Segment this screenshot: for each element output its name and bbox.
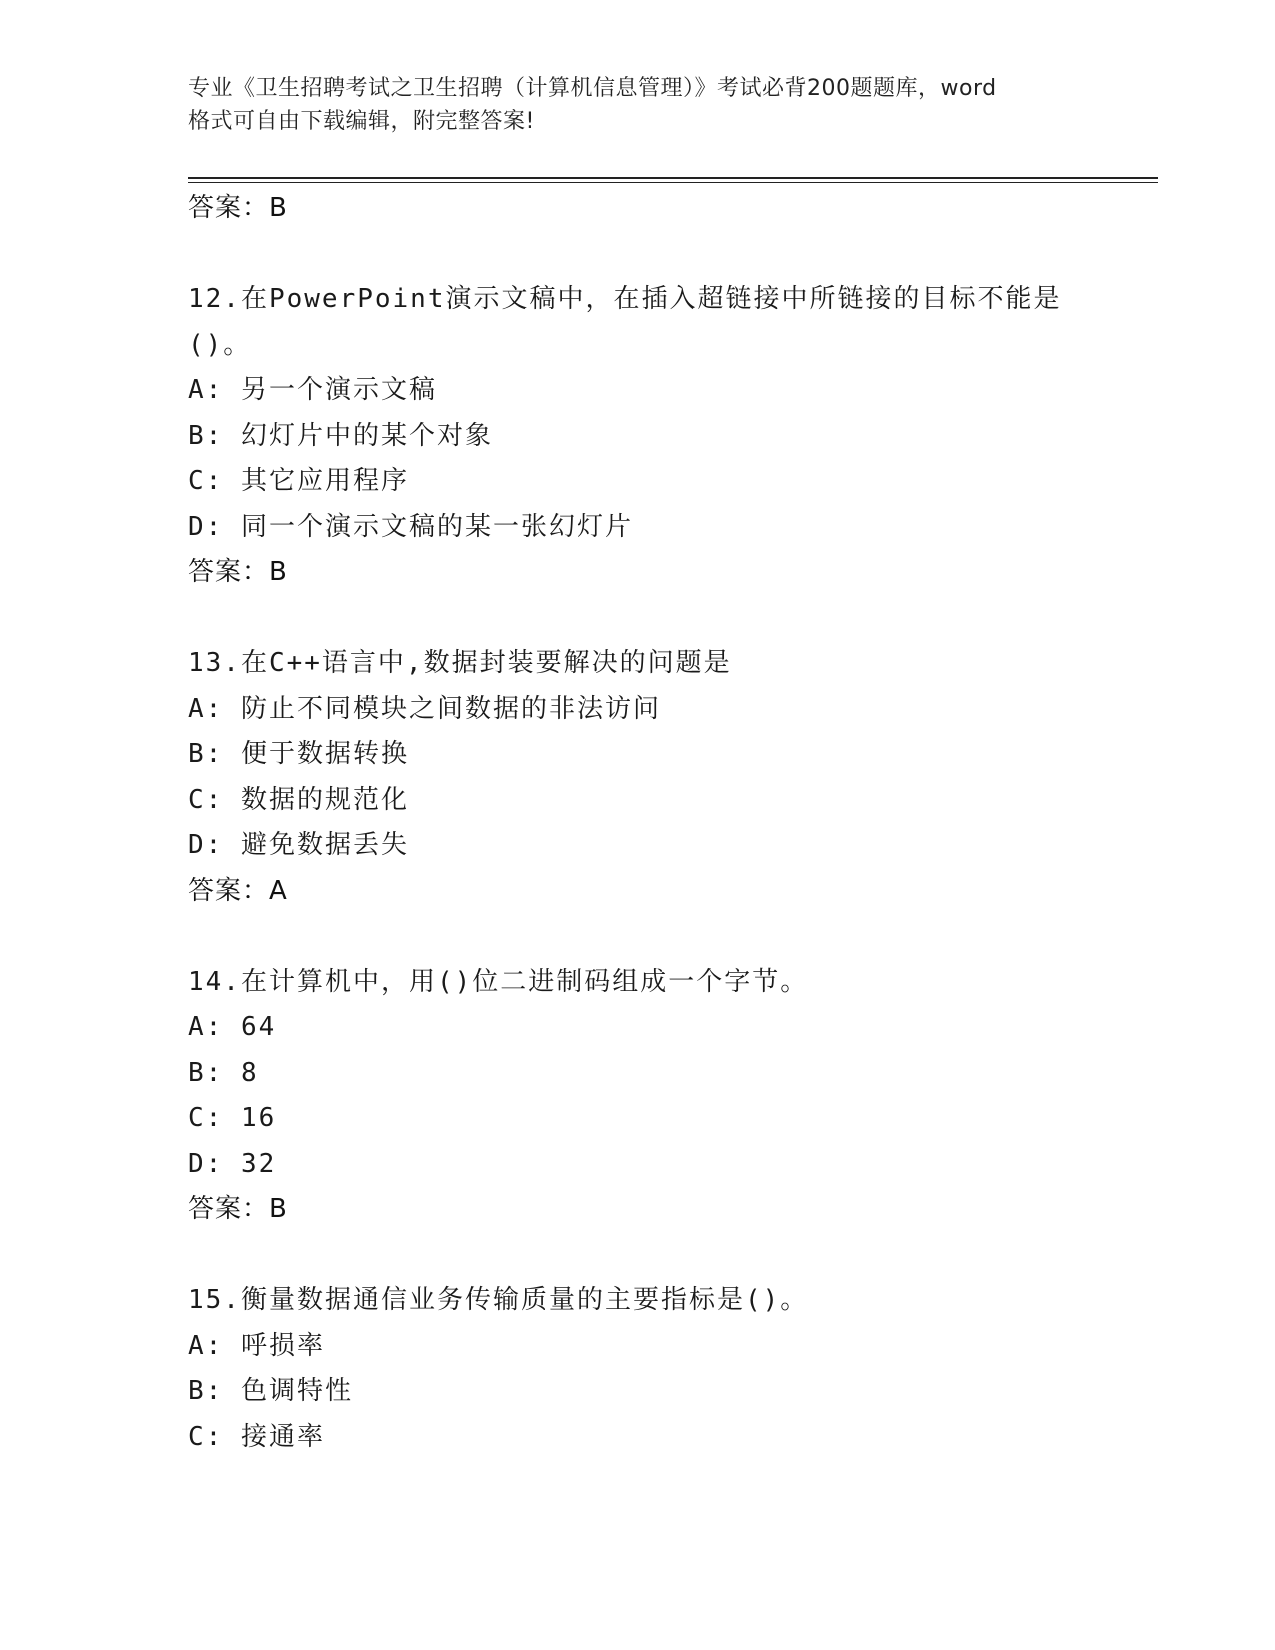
question-12-option-a: A: 另一个演示文稿	[188, 375, 437, 405]
header-divider-thick	[188, 177, 1158, 179]
question-12-option-b: B: 幻灯片中的某个对象	[188, 420, 493, 451]
question-12-text-cont: ()。	[188, 329, 252, 360]
answer-14: 答案：B	[188, 1194, 288, 1224]
question-15-option-c: C: 接通率	[188, 1421, 325, 1452]
question-14-option-b: B: 8	[188, 1057, 259, 1088]
question-15-option-a: A: 呼损率	[188, 1330, 325, 1361]
spacer	[188, 914, 1148, 960]
question-14-option-c: C: 16	[188, 1103, 277, 1133]
spacer	[188, 232, 1148, 278]
question-14	[188, 960, 1148, 1233]
page-header	[188, 72, 1088, 138]
answer-11: 答案：B	[188, 193, 288, 223]
question-15	[188, 1278, 1148, 1460]
question-13	[188, 641, 1148, 914]
question-13-option-a: A: 防止不同模块之间数据的非法访问	[188, 693, 661, 724]
question-15-text: 15.衡量数据通信业务传输质量的主要指标是()。	[188, 1285, 809, 1315]
header-line-1: 专业《卫生招聘考试之卫生招聘（计算机信息管理）》考试必背200题题库，word	[188, 76, 997, 101]
question-15-option-b: B: 色调特性	[188, 1376, 353, 1406]
question-13-option-c: C: 数据的规范化	[188, 784, 409, 815]
answer-12: 答案：B	[188, 557, 288, 587]
question-list	[188, 186, 1148, 1460]
answer-13: 答案：A	[188, 875, 288, 906]
question-12-option-d: D: 同一个演示文稿的某一张幻灯片	[188, 511, 633, 542]
question-13-option-b: B: 便于数据转换	[188, 739, 409, 769]
question-12-option-c: C: 其它应用程序	[188, 466, 409, 496]
spacer	[188, 1233, 1148, 1279]
question-14-option-d: D: 32	[188, 1148, 277, 1179]
question-14-text: 14.在计算机中，用()位二进制码组成一个字节。	[188, 966, 809, 997]
question-13-option-d: D: 避免数据丢失	[188, 830, 409, 860]
question-13-text: 13.在C++语言中,数据封装要解决的问题是	[188, 648, 732, 678]
question-12	[188, 277, 1148, 596]
spacer	[188, 596, 1148, 642]
question-12-text: 12.在PowerPoint演示文稿中，在插入超链接中所链接的目标不能是	[188, 284, 1062, 314]
header-divider-thin	[188, 182, 1158, 183]
question-14-option-a: A: 64	[188, 1012, 277, 1042]
header-line-2: 格式可自由下载编辑，附完整答案!	[188, 109, 535, 134]
